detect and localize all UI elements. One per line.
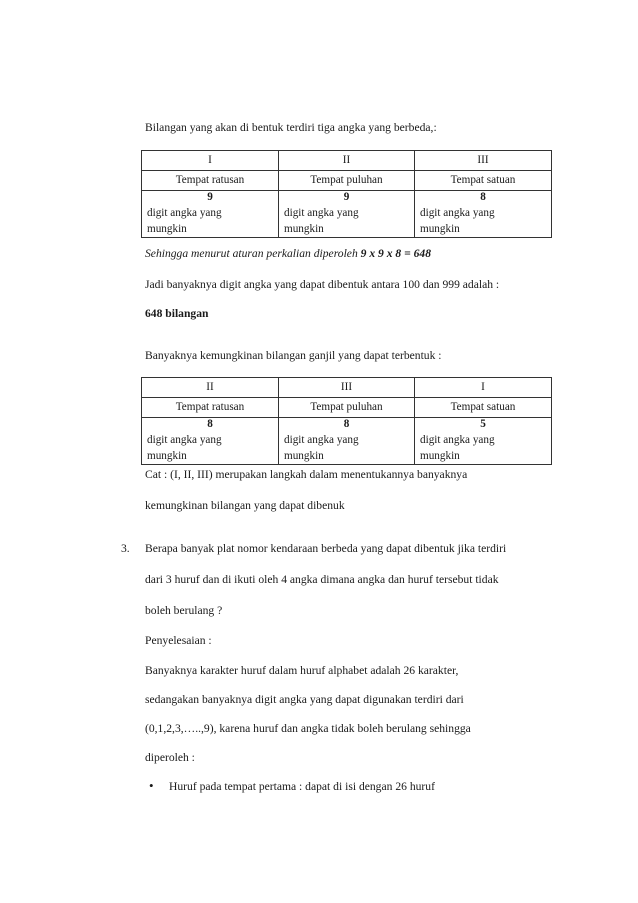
digit-count: 8 [480,191,486,203]
question-line: Berapa banyak plat nomor kendaraan berbeda yang dapat dibentuk jika terdiri [145,542,507,555]
digit-count: 9 [343,191,350,203]
table-header-cell: I [142,151,279,171]
question-line: dari 3 huruf dan di ikuti oleh 4 angka dimana angka dan huruf tersebut tidak [145,573,499,586]
note-line-1: Cat : (I, II, III) merupakan langkah dalam menentukannya banyaknya [145,468,468,481]
conclusion-line: Jadi banyaknya digit angka yang dapat dibentuk antara 100 dan 999 adalah : [145,278,500,291]
intro-text-2: Banyaknya kemungkinan bilangan ganjil yang dapat terbentuk : [145,349,442,362]
cell-desc: mungkin [284,450,324,462]
cell-desc: digit angka yang [420,207,495,219]
question-line: boleh berulang ? [145,604,223,617]
table-cell: Tempat puluhan [279,171,415,191]
solution-line: sedangakan banyaknya digit angka yang dapat digunakan terdiri dari [145,693,464,706]
table-header-cell: III [415,151,552,171]
table-header-cell: III [279,378,415,398]
table-row [142,191,552,238]
cell-desc: mungkin [147,223,187,235]
table-cell: Tempat satuan [415,171,552,191]
table-header-cell: II [279,151,415,171]
note-line-2: kemungkinan bilangan yang dapat dibenuk [145,499,345,512]
cell-desc: digit angka yang [147,207,222,219]
table-cell [142,418,279,465]
digit-count: 5 [480,418,486,430]
table-row [142,398,552,418]
bullet-item: Huruf pada tempat pertama : dapat di isi dengan 26 huruf [169,780,435,793]
table-cell [279,191,415,238]
solution-line: diperoleh : [145,751,195,764]
table-cell: Tempat puluhan [279,398,415,418]
cell-desc: digit angka yang [147,434,222,446]
table-digit-places-1 [141,150,552,238]
bullet-icon: • [149,778,154,793]
intro-text-1: Bilangan yang akan di bentuk terdiri tiga angka yang berbeda,: [145,121,437,134]
cell-desc: digit angka yang [284,207,359,219]
solution-line: (0,1,2,3,…..,9), karena huruf dan angka tidak boleh berulang sehingga [145,722,471,735]
table-digit-places-2 [141,377,552,465]
digit-count: 9 [207,191,213,203]
table-row [142,378,552,398]
table-cell: Tempat ratusan [142,171,279,191]
result-line: 648 bilangan [145,307,209,320]
cell-desc: digit angka yang [420,434,495,446]
cell-desc: mungkin [420,450,460,462]
table-header-cell: I [415,378,552,398]
table-cell [415,418,552,465]
cell-desc: digit angka yang [284,434,359,446]
table-cell: Tempat ratusan [142,398,279,418]
table-row [142,171,552,191]
cell-desc: mungkin [284,223,324,235]
table-cell [142,191,279,238]
digit-count: 8 [343,418,350,430]
cell-desc: mungkin [420,223,460,235]
italic-text: Sehingga menurut aturan perkalian diperoleh [145,247,361,260]
table-cell [279,418,415,465]
multiplication-rule-line [145,247,431,261]
table-cell: Tempat satuan [415,398,552,418]
table-header-cell: II [142,378,279,398]
table-cell [415,191,552,238]
table-row [142,151,552,171]
cell-desc: mungkin [147,450,187,462]
question-number: 3. [121,542,130,555]
table-row [142,418,552,465]
solution-label: Penyelesaian : [145,634,212,647]
formula-text: 9 x 9 x 8 = 648 [360,247,432,260]
digit-count: 8 [207,418,213,430]
solution-line: Banyaknya karakter huruf dalam huruf alphabet adalah 26 karakter, [145,664,459,677]
